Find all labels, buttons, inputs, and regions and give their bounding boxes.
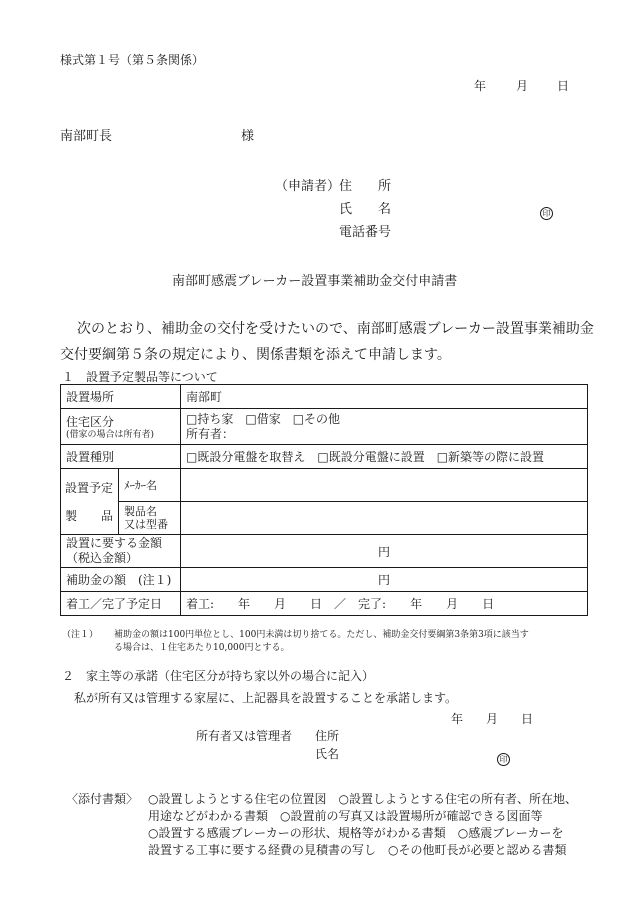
consent-name-label: 氏名: [315, 747, 340, 761]
date-year: 年: [474, 79, 487, 93]
product-table: [60, 384, 588, 616]
attachments-line-3: ○設置する感震ブレーカーの形状、規格等がわかる書類 ○感震ブレーカーを: [148, 826, 564, 840]
housing-value-cell[interactable]: [181, 409, 588, 445]
subsidy-value[interactable]: 円: [181, 568, 588, 592]
schedule-value[interactable]: 着工: 年 月 日 ／ 完了: 年 月 日: [181, 592, 588, 616]
cost-label: 設置に要する金額: [66, 536, 163, 550]
model-label-2: 又は型番: [124, 518, 168, 531]
model-label-1: 製品名: [124, 505, 157, 518]
housing-options[interactable]: □持ち家 □借家 □その他: [186, 411, 341, 426]
cost-sub-label: （税込金額）: [66, 551, 139, 565]
type-label: 設置種別: [61, 445, 181, 469]
attachments-line-1: ○設置しようとする住宅の位置図 ○設置しようとする住宅の所有者、所在地、: [148, 792, 577, 806]
type-options[interactable]: □既設分電盤を取替え □既設分電盤に設置 □新築等の際に設置: [181, 445, 588, 469]
product-label-2: 製 品: [65, 508, 114, 523]
attachments-line-4: 設置する工事に要する経費の見積書の写し ○その他町長が必要と認める書類: [148, 843, 567, 857]
applicant-name-label: 氏 名: [339, 202, 392, 217]
owner-label: 所有者：: [186, 426, 235, 441]
location-value[interactable]: 南部町: [181, 385, 588, 409]
model-label-cell: [119, 502, 181, 535]
consent-date-month: 月: [486, 712, 499, 726]
intro-line-1: 次のとおり、補助金の交付を受けたいので、南部町感震ブレーカー設置事業補助金: [77, 321, 594, 337]
consent-date-year: 年: [451, 712, 464, 726]
location-label: 設置場所: [61, 385, 181, 409]
addressee-name: 南部町長: [60, 129, 113, 144]
consent-address-label: 住所: [315, 729, 340, 743]
maker-value[interactable]: [181, 469, 588, 502]
section-2-heading: ２ 家主等の承諾（住宅区分が持ち家以外の場合に記入）: [62, 669, 375, 683]
note-line-2: る場合は、１住宅あたり10,000円とする。: [114, 643, 290, 653]
form-number: 様式第１号（第５条関係）: [60, 53, 205, 67]
housing-label: 住宅区分: [66, 414, 115, 429]
section-1-heading: １ 設置予定製品等について: [62, 370, 218, 384]
date-day: 日: [557, 79, 570, 93]
product-label-cell: [61, 469, 119, 535]
note-label: （注１）: [62, 630, 99, 640]
consent-date-day: 日: [521, 712, 534, 726]
product-label-1: 設置予定: [65, 480, 114, 495]
consent-seal-icon: 印: [497, 747, 510, 766]
subsidy-label: 補助金の額 (注１): [61, 568, 181, 592]
model-value[interactable]: [181, 502, 588, 535]
addressee-suffix: 様: [241, 129, 255, 144]
intro-line-2: 交付要綱第５条の規定により、関係書類を添えて申請します。: [60, 347, 451, 363]
applicant-label: （申請者）: [275, 179, 341, 194]
attachments-line-2: 用途などがわかる書類 ○設置前の写真又は設置場所が確認できる図面等: [148, 809, 543, 823]
maker-label: ﾒｰｶｰ名: [119, 469, 181, 502]
cost-value[interactable]: 円: [181, 535, 588, 568]
applicant-phone-label: 電話番号: [339, 225, 392, 240]
housing-sub-label: (借家の場合は所有者): [66, 429, 155, 440]
housing-label-cell: [61, 409, 181, 445]
applicant-seal-icon: 印: [540, 201, 553, 220]
consent-text: 私が所有又は管理する家屋に、上記器具を設置することを承諾します。: [74, 691, 458, 705]
note-line-1: 補助金の額は100円単位とし、100円未満は切り捨てる。ただし、補助金交付要綱第3条第3項に該当す: [114, 630, 529, 640]
attachments-label: 〈添付書類〉: [66, 792, 139, 806]
schedule-label: 着工／完了予定日: [61, 592, 181, 616]
date-month: 月: [516, 79, 529, 93]
applicant-address-label: 住 所: [339, 179, 392, 194]
document-title: 南部町感震ブレーカー設置事業補助金交付申請書: [172, 274, 458, 289]
cost-label-cell: [61, 535, 181, 568]
consent-owner-label: 所有者又は管理者: [196, 729, 293, 743]
